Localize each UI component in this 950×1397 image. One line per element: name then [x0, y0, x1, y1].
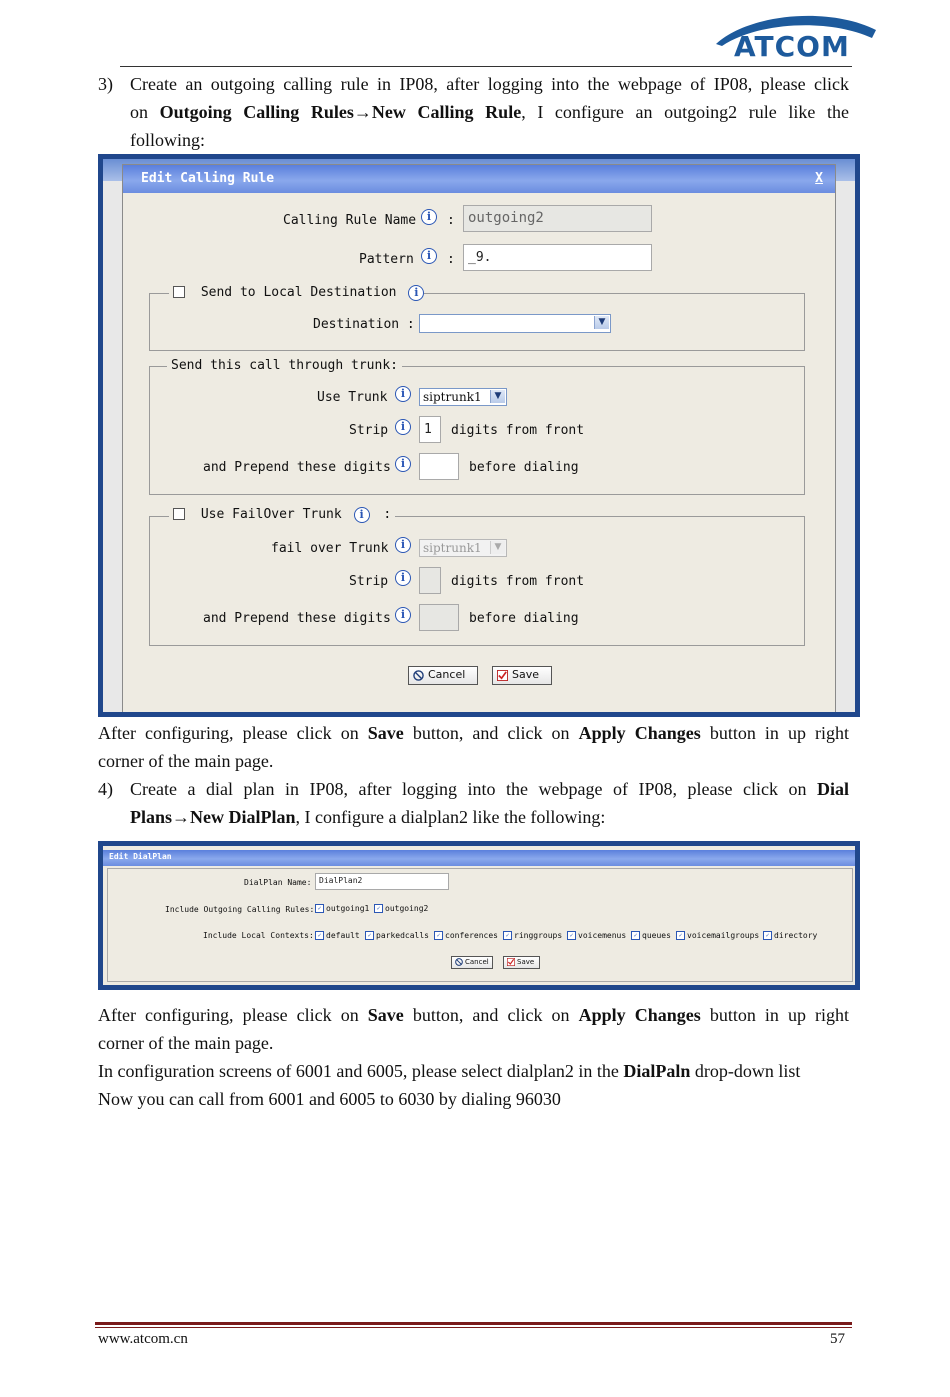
context-option[interactable]	[434, 931, 498, 940]
info-icon[interactable]: i	[408, 285, 424, 301]
footer-rule	[95, 1322, 852, 1325]
rule-name-label: Calling Rule Name	[283, 213, 417, 228]
text: button, and click on	[412, 723, 570, 743]
step4-paragraph	[130, 775, 849, 831]
strip-label: Strip	[349, 423, 389, 438]
step4-line2	[130, 803, 849, 831]
failover-legend	[169, 506, 395, 526]
chevron-down-icon: ▼	[490, 541, 505, 554]
calling-rule-screenshot	[98, 154, 860, 717]
close-button[interactable]: X	[815, 171, 823, 186]
pattern-label: Pattern	[359, 252, 414, 267]
failover-prepend-label: and Prepend these digits	[203, 611, 391, 626]
prepend-label: and Prepend these digits	[203, 460, 391, 475]
info-icon[interactable]: i	[421, 209, 437, 225]
checked-checkbox-icon: ✓	[631, 931, 640, 940]
checked-checkbox-icon: ✓	[434, 931, 443, 940]
option-label: outgoing1	[326, 904, 370, 913]
logo-text: ATCOM	[734, 30, 850, 63]
strip-input[interactable]: 1	[419, 416, 441, 443]
local-contexts-label: Include Local Contexts:	[203, 931, 314, 940]
use-trunk-value: siptrunk1	[423, 390, 482, 404]
prepend-input[interactable]	[419, 453, 459, 480]
option-label: parkedcalls	[376, 931, 429, 940]
failover-trunk-label: fail over Trunk	[271, 541, 389, 556]
step-number: 3)	[98, 74, 113, 94]
trunk-section-legend: Send this call through trunk:	[167, 358, 402, 373]
info-icon[interactable]: i	[395, 419, 411, 435]
before-dialing-text: before dialing	[469, 460, 579, 475]
after4-line2: corner of the main page.	[98, 1033, 274, 1053]
text: drop-down list	[694, 1061, 801, 1081]
apply-changes-bold: Apply Changes	[578, 723, 701, 743]
outgoing-rule-option[interactable]	[315, 904, 369, 913]
edit-calling-rule-dialog	[122, 164, 836, 712]
menu-path: Dial	[817, 779, 850, 799]
menu-path: Outgoing Calling Rules→New Calling Rule	[159, 102, 522, 122]
context-option[interactable]	[315, 931, 360, 940]
dialog-titlebar	[103, 850, 855, 866]
send-local-checkbox[interactable]	[173, 286, 185, 298]
after4-line3	[98, 1057, 849, 1085]
dialog-title: Edit Calling Rule	[141, 171, 275, 186]
after-step4-paragraph	[98, 1001, 849, 1113]
colon: :	[447, 252, 455, 267]
failover-strip-label: Strip	[349, 574, 389, 589]
failover-trunk-value: siptrunk1	[423, 541, 482, 555]
info-icon[interactable]: i	[395, 570, 411, 586]
after-step3-paragraph	[98, 719, 849, 775]
info-icon[interactable]: i	[421, 248, 437, 264]
option-label: outgoing2	[385, 904, 429, 913]
save-label: Save	[517, 958, 535, 966]
option-label: ringgroups	[514, 931, 563, 940]
save-bold: Save	[367, 723, 404, 743]
use-trunk-select[interactable]	[419, 388, 507, 406]
after3-line2: corner of the main page.	[98, 751, 274, 771]
context-option[interactable]	[567, 931, 626, 940]
save-label: Save	[512, 668, 540, 681]
checked-checkbox-icon: ✓	[374, 904, 383, 913]
failover-label: Use FailOver Trunk	[200, 507, 342, 522]
cancel-button[interactable]	[408, 666, 478, 685]
cancel-icon	[413, 670, 424, 681]
after4-line1	[98, 1001, 849, 1029]
text: button in up right	[709, 1005, 850, 1025]
chevron-down-icon: ▼	[490, 390, 505, 403]
dialog-title: Edit DialPlan	[109, 852, 172, 861]
step3-line1: Create an outgoing calling rule in IP08, after logging into the webpage of IP08, please click	[130, 74, 849, 94]
dialpaln-bold: DialPaln	[623, 1061, 691, 1081]
option-label: queues	[642, 931, 671, 940]
option-label: directory	[774, 931, 818, 940]
chevron-down-icon: ▼	[594, 316, 609, 329]
text: , I configure an outgoing2 rule like the	[521, 102, 849, 122]
step3-line2	[130, 98, 849, 126]
after4-line4: Now you can call from 6001 and 6005 to 6030 by dialing 96030	[98, 1089, 561, 1109]
after3-line1	[98, 719, 849, 747]
checked-checkbox-icon: ✓	[315, 931, 324, 940]
failover-digits-from-front-text: digits from front	[451, 574, 585, 589]
text: After configuring, please click on	[98, 723, 359, 743]
send-local-label: Send to Local Destination	[200, 285, 397, 300]
dialog-titlebar	[123, 165, 835, 193]
destination-label: Destination :	[313, 317, 415, 332]
context-option[interactable]	[365, 931, 429, 940]
cancel-label: Cancel	[465, 958, 489, 966]
text: on	[130, 102, 148, 122]
text: In configuration screens of 6001 and 6005, please select dialplan2 in the	[98, 1061, 619, 1081]
failover-trunk-select[interactable]	[419, 539, 507, 557]
cancel-button[interactable]	[451, 956, 493, 969]
option-label: voicemenus	[578, 931, 627, 940]
step-number: 4)	[98, 779, 113, 799]
save-button[interactable]	[492, 666, 552, 685]
context-option[interactable]	[503, 931, 562, 940]
text: Create a dial plan in IP08, after logging into the webpage of IP08, please click on	[130, 779, 807, 799]
option-label: conferences	[445, 931, 498, 940]
save-bold: Save	[367, 1005, 404, 1025]
outgoing-rule-option[interactable]	[374, 904, 428, 913]
use-trunk-label: Use Trunk	[317, 390, 388, 405]
save-check-icon	[507, 958, 515, 966]
context-option[interactable]	[631, 931, 671, 940]
checked-checkbox-icon: ✓	[365, 931, 374, 940]
pattern-input[interactable]: _9.	[463, 244, 652, 271]
text: After configuring, please click on	[98, 1005, 359, 1025]
info-icon[interactable]: i	[395, 386, 411, 402]
save-check-icon	[497, 670, 508, 681]
info-icon[interactable]: i	[395, 607, 411, 623]
colon: :	[383, 507, 392, 522]
failover-checkbox[interactable]	[173, 508, 185, 520]
footer-rule	[95, 1327, 852, 1328]
failover-strip-input[interactable]	[419, 567, 441, 594]
text: button, and click on	[412, 1005, 570, 1025]
info-icon[interactable]: i	[354, 507, 370, 523]
checked-checkbox-icon: ✓	[763, 931, 772, 940]
text: , I configure a dialplan2 like the following:	[295, 807, 606, 827]
info-icon[interactable]: i	[395, 456, 411, 472]
failover-before-dialing-text: before dialing	[469, 611, 579, 626]
failover-prepend-input[interactable]	[419, 604, 459, 631]
atcom-logo	[708, 8, 880, 66]
context-option[interactable]	[763, 931, 817, 940]
step4-line1	[130, 775, 849, 803]
cancel-label: Cancel	[428, 668, 466, 681]
digits-from-front-text: digits from front	[451, 423, 585, 438]
outgoing-rules-label: Include Outgoing Calling Rules:	[165, 905, 315, 914]
checked-checkbox-icon: ✓	[315, 904, 324, 913]
step3-line3: following:	[130, 130, 205, 150]
info-icon[interactable]: i	[395, 537, 411, 553]
footer-url[interactable]: www.atcom.cn	[98, 1331, 188, 1347]
context-option[interactable]	[676, 931, 759, 940]
header-rule	[120, 66, 852, 67]
option-label: voicemailgroups	[687, 931, 760, 940]
colon: :	[447, 213, 455, 228]
apply-changes-bold: Apply Changes	[578, 1005, 701, 1025]
text: button in up right	[709, 723, 850, 743]
dialplan-name-label: DialPlan Name:	[244, 878, 312, 887]
dialplan-screenshot	[98, 841, 860, 990]
rule-name-input[interactable]: outgoing2	[463, 205, 652, 232]
destination-select[interactable]	[419, 314, 611, 333]
local-destination-legend	[169, 284, 424, 304]
checked-checkbox-icon: ✓	[676, 931, 685, 940]
page-number: 57	[830, 1331, 845, 1347]
step3-paragraph	[130, 70, 849, 154]
option-label: default	[326, 931, 360, 940]
cancel-icon	[455, 958, 463, 966]
menu-path: Plans→New DialPlan	[130, 807, 296, 827]
save-button[interactable]	[503, 956, 540, 969]
checked-checkbox-icon: ✓	[503, 931, 512, 940]
dialplan-name-input[interactable]: DialPlan2	[315, 873, 449, 890]
checked-checkbox-icon: ✓	[567, 931, 576, 940]
